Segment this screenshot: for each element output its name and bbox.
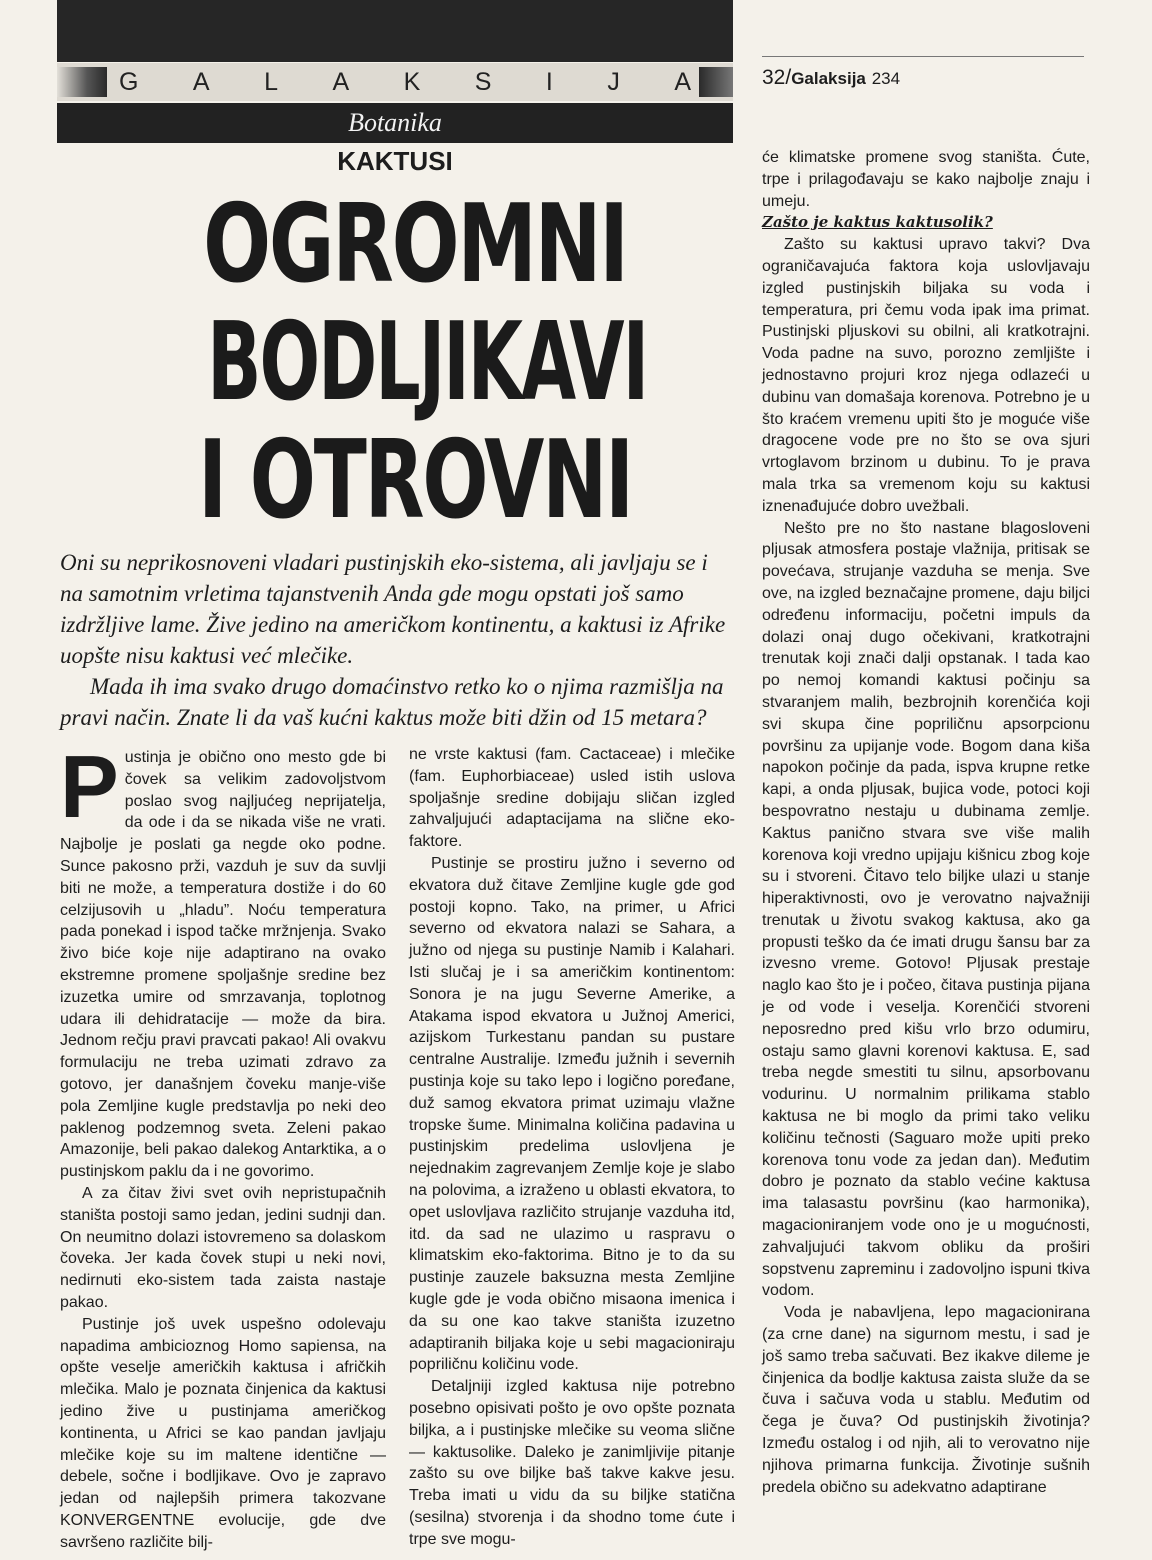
masthead-letter: L bbox=[264, 68, 278, 96]
body-paragraph: Pustinje još uvek uspešno odolevaju napadima ambicioznog Homo sapiensa, na opšte veselje američkih kaktusa i afričkih mlečika. Malo je poznata činjenica da kaktusi jedino žive u pustinjama američkog kontinenta, u Africi se kao pandan javljaju mlečike koje su im maltene identične — debele, sočne i bodljikave. Ovo je zapravo jedan od najlepših primera takozvane KONVERGENTNE evolucije, gde dve savršeno različite bilj- bbox=[60, 1315, 386, 1551]
body-paragraph: ne vrste kaktusi (fam. Cactaceae) i mlečike (fam. Euphorbiaceae) usled istih uslova spoljašnje sredine dobijaju sličan izgled zahvaljujući adaptacijama na slične eko-faktore. bbox=[409, 746, 735, 851]
article-kicker: KAKTUSI bbox=[337, 146, 453, 176]
headline-text: BODLJIKAVI bbox=[207, 300, 648, 425]
body-paragraph: Detaljniji izgled kaktusa nije potrebno posebno opisivati pošto je ovo opšte poznata biljka, a i pustinjske mlečike su veoma slične — kaktusolike. Daleko je zanimljivije pitanje zašto su ove biljke baš takve kakve jesu. Treba imati u vidu da su biljke statična (sesilna) stvorenja i da shodno tome ćute i trpe sve mogu- bbox=[409, 1378, 735, 1548]
masthead-top-bar bbox=[57, 0, 733, 62]
body-paragraph: Voda je nabavljena, lepo magacionirana (za crne dane) na sigurnom mestu, i sad je još samo treba sačuvati. Bez ikakve dileme je činjenica da bodlje kaktusa zaista služe da se čuva i sačuva voda u stablu. Međutim od čega je čuva? Od pustinjskih životinja? Između ostalog i od njih, ali to verovatno nije njihova primarna funkcija. Životinje sušnih predela obično su adekvatno adaptirane bbox=[762, 1304, 1090, 1496]
headline-line-3 bbox=[100, 418, 730, 543]
body-paragraph-text: ustinja je obično ono mesto gde bi čovek sa velikim zadovoljstvom poslao svog najljućeg neprijatelja, da ode i da se nikada više ne vrati. Najbolje je poslati ga negde oko podne. Sunce pakosno prži, vazduh je suv da suvlji biti ne može, a temperatura dostiže i do 60 celzijusovih u „hladu”. Noću temperatura pada ponekad i ispod tačke mržnjenja. Svako živo biće koje nije adaptirano na ovako ekstremne promene spoljašnje sredine bez izuzetka umire od smrzavanja, toplotnog udara ili dehidratacije — može da bira. Jednom rečju pravi pravcati pakao! Ali ovakvu formulaciju ne treba uzimati zdravo za gotovo, jer današnjem čoveku manje-više pola Zemljine kugle predstavlja po neki deo paklenog podzemnog sveta. Zeleni pakao Amazonije, beli pakao dalekog Antarktika, a o pustinjskom paklu da i ne govorimo. bbox=[60, 749, 386, 1181]
headline-text: OGROMNI bbox=[203, 182, 627, 307]
page-number-magazine: Galaksija bbox=[791, 69, 866, 88]
masthead-letter: A bbox=[674, 68, 691, 96]
masthead-letter: A bbox=[332, 68, 350, 96]
body-column-1 bbox=[60, 737, 386, 1553]
masthead-letter: S bbox=[474, 68, 492, 96]
page-number bbox=[762, 66, 900, 90]
masthead-letter: G bbox=[119, 68, 139, 96]
body-paragraph: A za čitav živi svet ovih nepristupačnih staništa postoji samo jedan, jedini sudnji dan. On neumitno dolazi istovremeno sa dolaskom čoveka. Jer kada čovek stupi u neki novi, nedirnuti eko-sistem tada zaista nastaje pakao. bbox=[60, 1184, 386, 1311]
body-paragraph: Pustinje se prostiru južno i severno od ekvatora duž čitave Zemljine kugle gde god postoji kopno. Tako, na primer, u Africi severno od ekvatora nalazi se Sahara, a južno od njega su pustinje Namib i Kalahari. Isti slučaj je i sa američkim kontinentom: Sonora je na jugu Severne Amerike, a Atakama ispod ekvatora u Južnoj Americi, azijskom Turkestanu pandan su pustare centralne Australije. Između južnih i severnih pustinja koje su tako lepo i logično poređane, duž samog ekvatora primat uzimaju vlažne tropske šume. Minimalna količina padavina u pustinjskim predelima uslovljena je nejednakim zagrevanjem Zemlje koje je slabo na polovima, a izraženo u oblasti ekvatora, to opet uslovljava različito strujanje vazduha itd, itd. da sad ne ulazimo u raspravu o klimatskim eko-faktorima. Bitno je to da su pustinje zauzele baksuzna mesta Zemljine kugle gde je voda obično misaona imenica i da su one kao takve staništa izuzetno adaptiranih biljaka koje u sebi magacioniraju popriličnu količinu vode. bbox=[409, 854, 735, 1374]
body-paragraph: Zašto su kaktusi upravo takvi? Dva ograničavajuća faktora koja uslovljavaju izgled pustinjskih biljaka su voda i temperatura, pri čemu voda ipak ima primat. Pustinjski pljuskovi su obilni, ali kratkotrajni. Voda padne na suvo, porozno zemljište i jednostavno projuri kroz njega odlazeći u dubinu van domašaja korenova. Potrebno je u što kraćem vremenu upiti što je moguće više dragocene vode pre no što se ova sjuri vrtoglavom brzinom u dubinu. To je prava mala trka sa vremenom koju su kaktusi iznenađujuće dobro uvežbali. bbox=[762, 236, 1090, 515]
body-paragraph bbox=[60, 737, 386, 1183]
lead-paragraph: Oni su neprikosnoveni vladari pustinjskih eko-sistema, ali javljaju se i na samotnim vrletima tajanstvenih Anda gde mogu opstati još samo izdržljive lame. Žive jedino na američkom kontinentu, a kaktusi iz Afrike uopšte nisu kaktusi već mlečike. bbox=[60, 550, 726, 668]
body-paragraph: Nešto pre no što nastane blagosloveni pljusak atmosfera postaje vlažnija, pritisak se povećava, strujanje vazduha se menja. Sve ove, na izgled beznačajne promene, daju biljci određenu informaciju, početni impuls da dolazi onaj dugo očekivani, kratkotrajni trenutak koji znači dalji opstanak. I tada kao po nemoj komandi kaktusi počinju sa stvaranjem malih, bezbrojnih korenčića koji svi skupa čine popriličnu apsorpcionu površinu za upijanje vode. Bogom dana kiša napokon počinje da pada, ispva krupne retke kapi, a onda pljusak, bujica vode, potoci koji bespovratno nestaju u dubinama zemlje. Kaktus panično stvara sve više malih korenova koji vredno upijaju kišnicu zbog koje su i stvoreni. Čitavo telo biljke ulazi u stanje hiperaktivnosti, ovo je verovatno najvažniji trenutak u životu svakog kaktusa, ako ga propusti teško da će imati drugu šansu bar za izvesno vreme. Gotovo! Pljusak prestaje naglo kao što je i počeo, čitava pustinja pijana je od vode i veselja. Korenčići stvoreni neposredno pred kišu vrlo brzo odumiru, ostaju samo glavni korenovi kaktusa. E, sad treba negde smestiti tu silnu, apsorbovanu vodurinu. U normalnim prilikama stablo kaktusa ne bi moglo da primi tako veliku količinu tečnosti (Saguaro može upiti preko korenova tonu vode za jedan dan). Međutim dobro je poznato da stablo većine kaktusa ima talasastu površinu (kao harmonika), magacioniranjem vode ono je u mogućnosti, zahvaljujući takvom obliku da proširi sopstvenu zapreminu i zadovoljno ispuni tkiva vodom. bbox=[762, 519, 1090, 1300]
masthead-gradient-right bbox=[699, 67, 733, 97]
body-column-2 bbox=[409, 744, 735, 1550]
headline-text: I OTROVNI bbox=[198, 418, 632, 543]
masthead-letter: A bbox=[192, 68, 210, 96]
section-label: Botanika bbox=[57, 103, 733, 143]
body-column-3 bbox=[762, 147, 1090, 1498]
subheading: Zašto je kaktus kaktusolik? bbox=[762, 213, 993, 232]
masthead-letter: K bbox=[403, 68, 421, 96]
masthead-gradient-left bbox=[57, 67, 107, 97]
headline-line-2 bbox=[100, 300, 730, 425]
page-number-value: 32/ bbox=[762, 66, 792, 89]
article-lead bbox=[60, 547, 736, 733]
page-number-issue: 234 bbox=[871, 69, 901, 88]
body-paragraph: će klimatske promene svog staništa. Ćute, trpe i prilagođavaju se kako najbolje znaju i umeju. bbox=[762, 149, 1090, 210]
masthead-strip bbox=[57, 63, 733, 101]
masthead-letter: J bbox=[607, 68, 620, 96]
drop-cap: P bbox=[60, 737, 119, 836]
magazine-title bbox=[119, 67, 691, 97]
headline-line-1 bbox=[100, 182, 730, 307]
lead-paragraph: Mada ih ima svako drugo domaćinstvo retko ko o njima razmišlja na pravi način. Znate li da vaš kućni kaktus može biti džin od 15 metara? bbox=[60, 674, 724, 730]
masthead-letter: I bbox=[545, 68, 553, 96]
header-rule bbox=[762, 56, 1084, 57]
